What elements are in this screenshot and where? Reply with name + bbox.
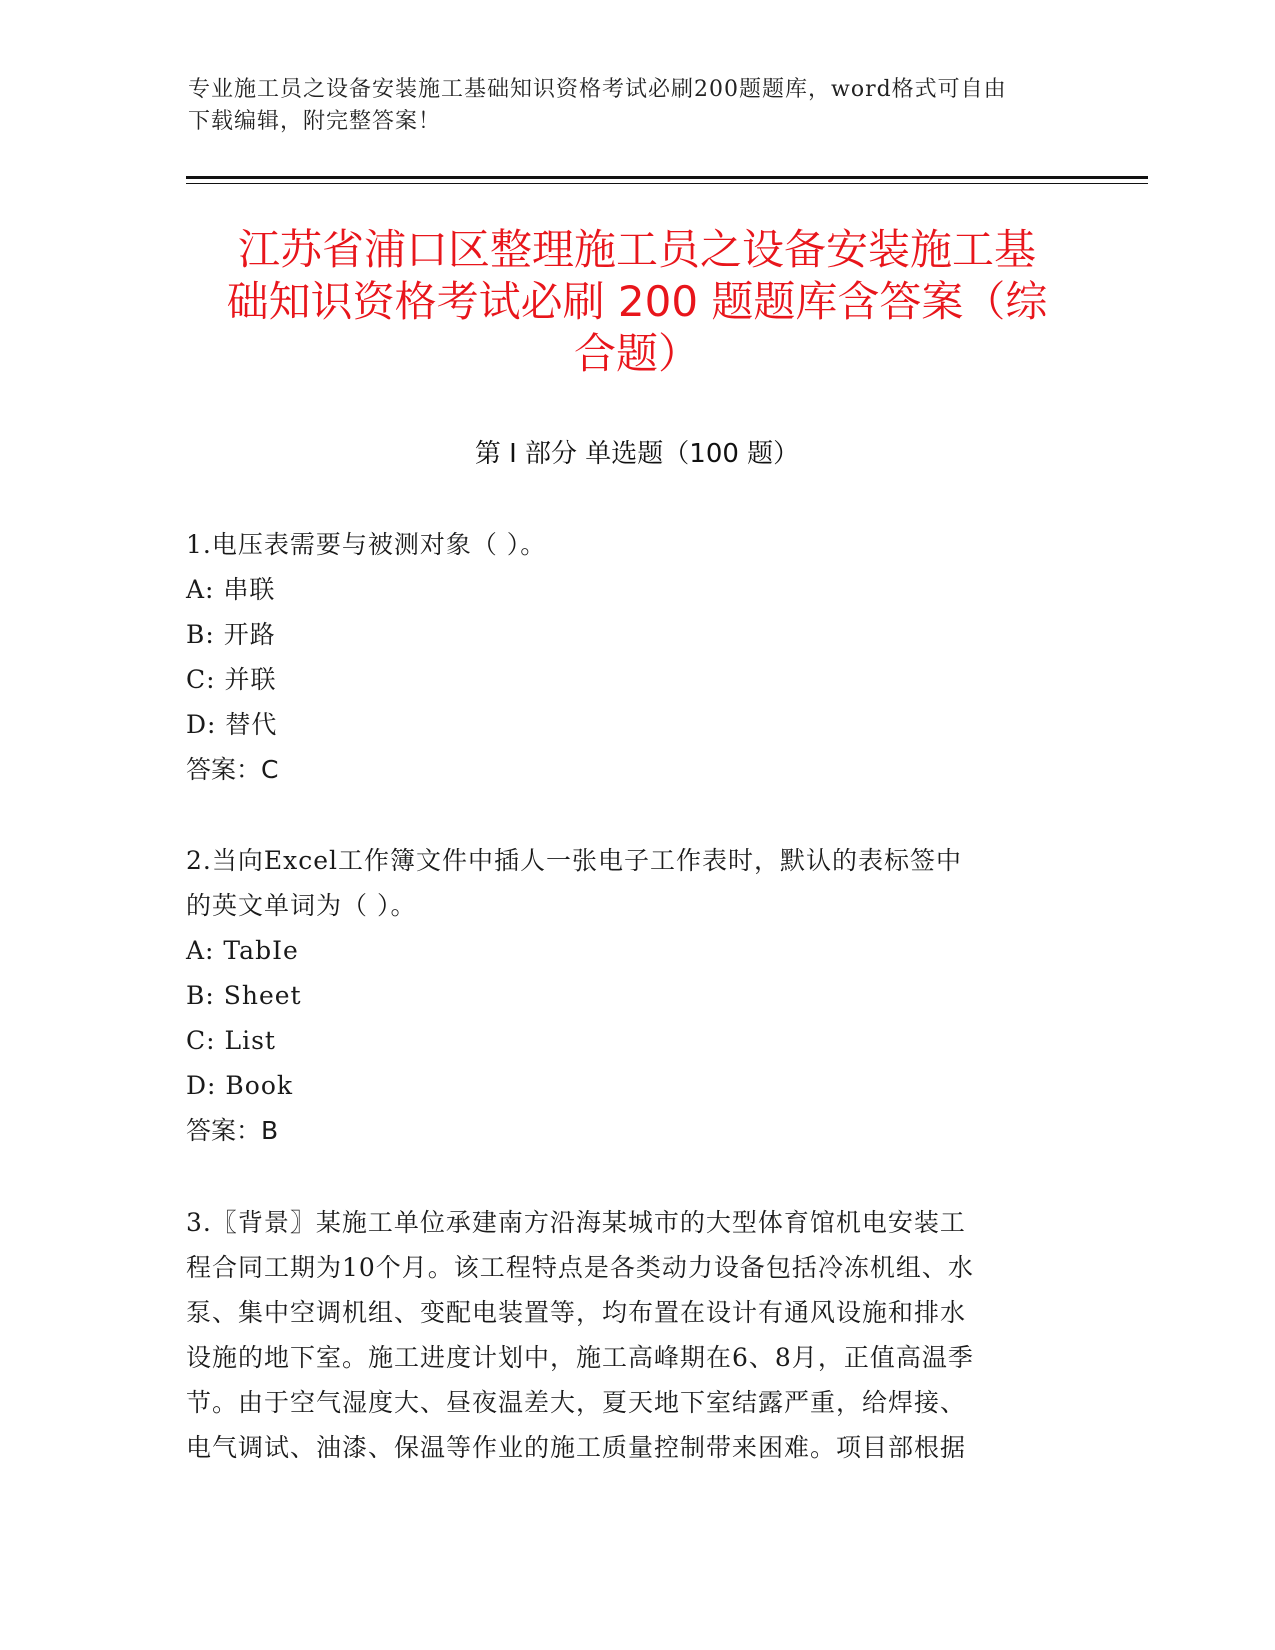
answer-line: 答案：C	[186, 755, 279, 784]
question-text-line: 1.电压表需要与被测对象（ ）。	[186, 530, 547, 559]
answer-line: 答案：B	[186, 1116, 279, 1145]
header-rule-thick	[186, 176, 1148, 179]
option-a: A: TabIe	[186, 936, 299, 965]
question-text-line: 设施的地下室。施工进度计划中，施工高峰期在6、8月，正值高温季	[186, 1343, 974, 1372]
question-text-line: 的英文单词为（ ）。	[186, 891, 417, 920]
document-title	[186, 224, 1088, 380]
option-d: D: 替代	[186, 710, 278, 739]
question-text-line: 2.当向Excel工作簿文件中插人一张电子工作表时，默认的表标签中	[186, 846, 962, 875]
option-c: C: List	[186, 1026, 276, 1055]
question-text-line: 程合同工期为10个月。该工程特点是各类动力设备包括冷冻机组、水	[186, 1253, 974, 1282]
title-line-2: 础知识资格考试必刷 200 题题库含答案（综	[226, 277, 1048, 326]
question-1	[186, 522, 1086, 792]
title-line-3: 合题）	[573, 329, 700, 378]
option-a: A: 串联	[186, 575, 276, 604]
question-3	[186, 1200, 1086, 1470]
header-note-line-2: 下载编辑，附完整答案！	[188, 109, 442, 134]
option-b: B: Sheet	[186, 981, 302, 1010]
title-line-1: 江苏省浦口区整理施工员之设备安装施工基	[237, 225, 1036, 274]
header-rule-thin	[186, 183, 1148, 184]
question-text-line: 泵、集中空调机组、变配电装置等，均布置在设计有通风设施和排水	[186, 1298, 967, 1327]
option-c: C: 并联	[186, 665, 277, 694]
question-text-line: 电气调试、油漆、保温等作业的施工质量控制带来困难。项目部根据	[186, 1433, 967, 1462]
question-text-line: 3.〖背景〗某施工单位承建南方沿海某城市的大型体育馆机电安装工	[186, 1208, 966, 1237]
question-text-line: 节。由于空气湿度大、昼夜温差大，夏天地下室结露严重，给焊接、	[186, 1388, 967, 1417]
question-2	[186, 838, 1086, 1153]
section-heading: 第 I 部分 单选题（100 题）	[474, 439, 800, 469]
option-d: D: Book	[186, 1071, 294, 1100]
option-b: B: 开路	[186, 620, 276, 649]
header-note	[188, 74, 1068, 138]
header-note-line-1: 专业施工员之设备安装施工基础知识资格考试必刷200题题库，word格式可自由	[188, 77, 1007, 102]
